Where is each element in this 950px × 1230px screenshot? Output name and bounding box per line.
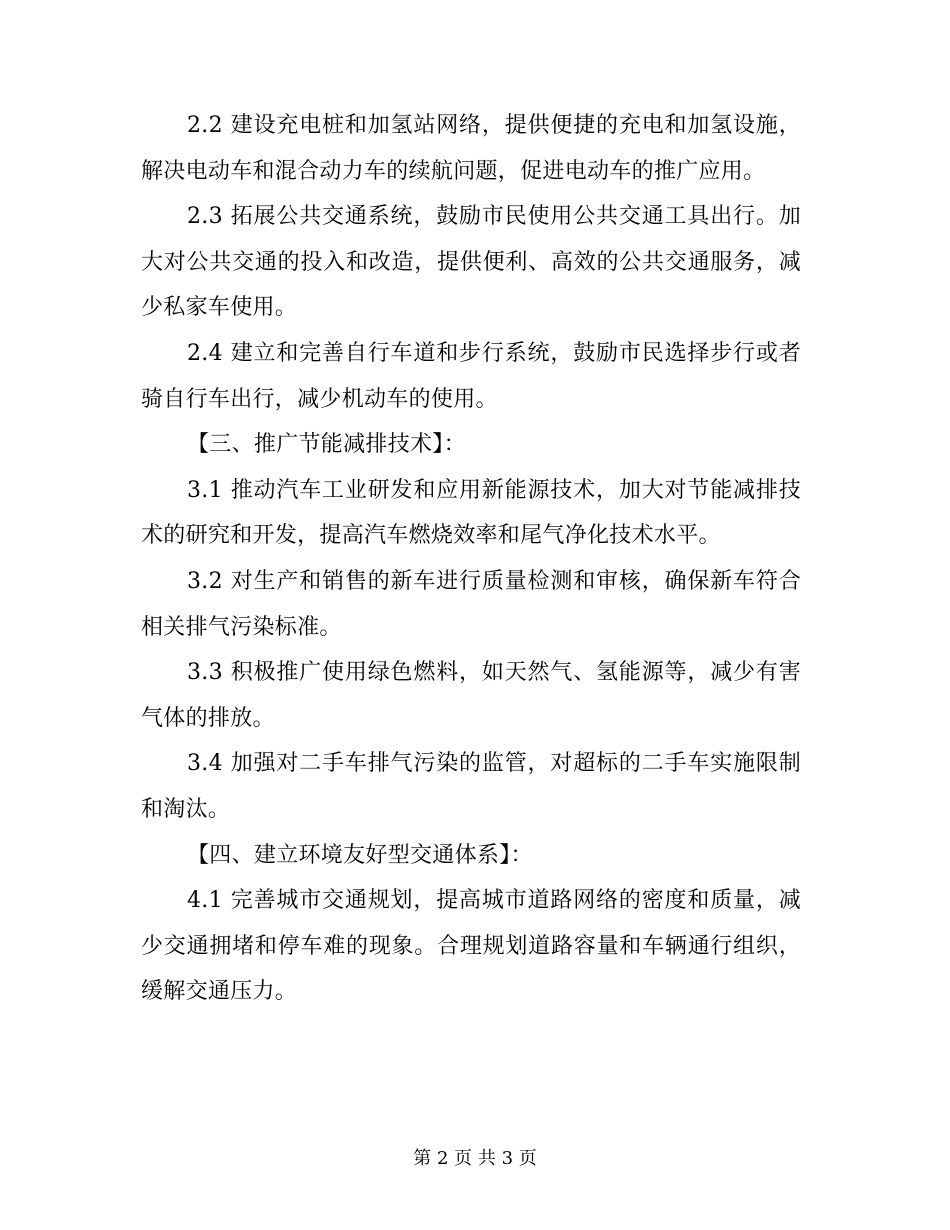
paragraph-3-2: 3.2 对生产和销售的新车进行质量检测和审核，确保新车符合相关排气污染标准。: [141, 568, 801, 640]
paragraph-2-4: 2.4 建立和完善自行车道和步行系统，鼓励市民选择步行或者骑自行车出行，减少机动车的使用。: [141, 340, 801, 412]
paragraph-3-1: 3.1 推动汽车工业研发和应用新能源技术，加大对节能减排技术的研究和开发，提高汽车燃烧效率和尾气净化技术水平。: [141, 477, 801, 549]
paragraph-4-1: 4.1 完善城市交通规划，提高城市道路网络的密度和质量，减少交通拥堵和停车难的现象。合理规划道路容量和车辆通行组织，缓解交通压力。: [141, 888, 801, 1005]
paragraph-3-3: 3.3 积极推广使用绿色燃料，如天然气、氢能源等，减少有害气体的排放。: [141, 660, 801, 731]
section-heading-3: 【三、推广节能减排技术】：: [187, 432, 466, 458]
page-footer: 第 2 页 共 3 页: [413, 1148, 537, 1169]
paragraph-3-4: 3.4 加强对二手车排气污染的监管，对超标的二手车实施限制和淘汰。: [141, 751, 801, 822]
document-body: [141, 103, 801, 1015]
paragraph-2-3: 2.3 拓展公共交通系统，鼓励市民使用公共交通工具出行。加大对公共交通的投入和改造，提供便利、高效的公共交通服务，减少私家车使用。: [141, 204, 801, 321]
section-heading-4: 【四、建立环境友好型交通体系】：: [187, 842, 533, 868]
paragraph-2-2: 2.2 建设充电桩和加氢站网络，提供便捷的充电和加氢设施，解决电动车和混合动力车的续航问题，促进电动车的推广应用。: [141, 113, 801, 184]
